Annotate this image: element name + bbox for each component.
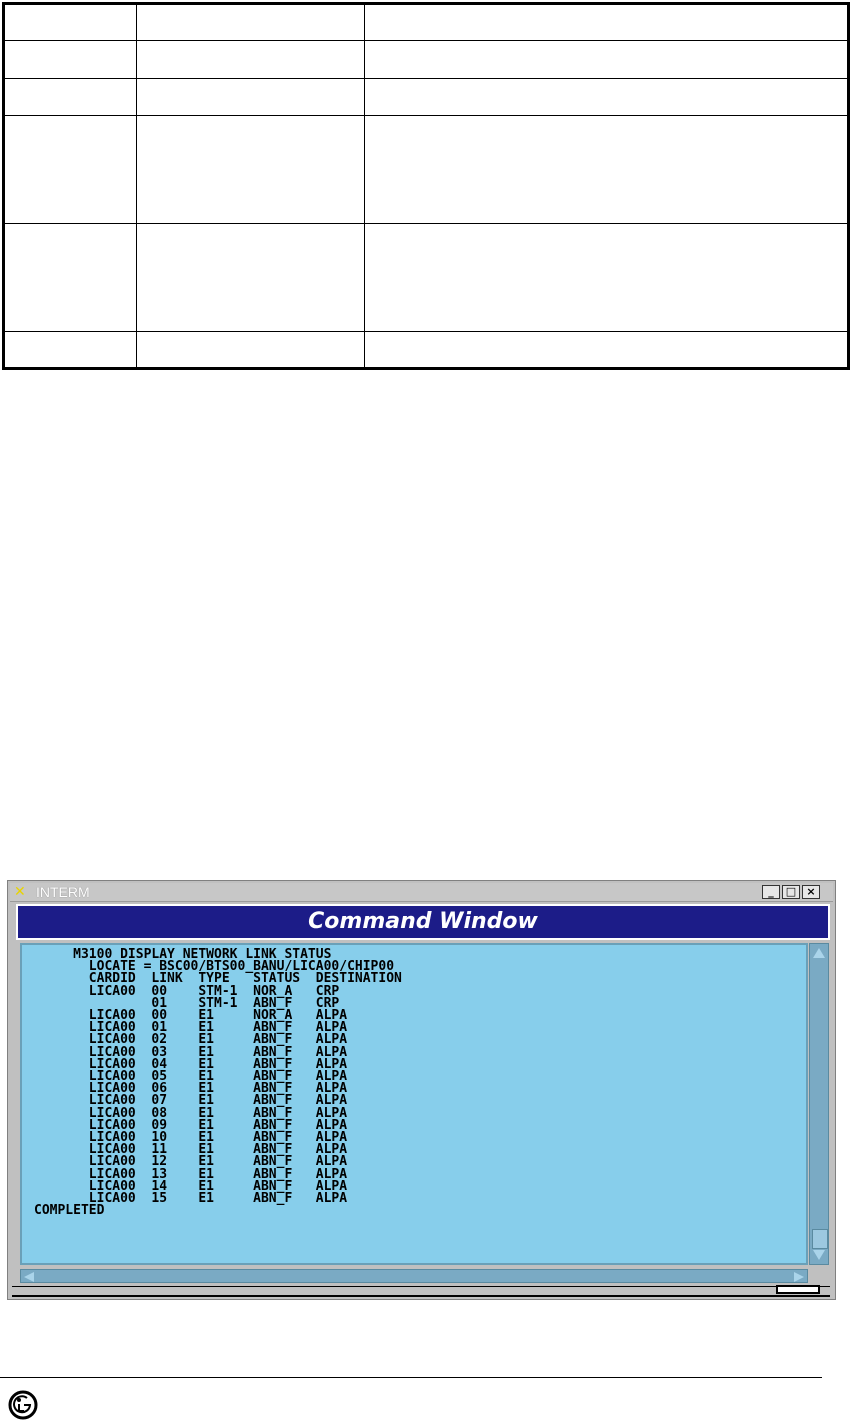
x-logo-icon: ✕ (14, 884, 26, 900)
window-title: INTERM (36, 884, 90, 900)
scroll-thumb[interactable] (812, 1229, 828, 1249)
command-window-header: Command Window (16, 904, 830, 940)
terminal-text: M3100 DISPLAY NETWORK LINK STATUS LOCATE = BSC00/BTS00_BANU/LICA00/CHIP00 CARDID LINK TYPE STATUS DESTINATION LICA00 00 STM-1 NOR_A CRP 01 STM-1 ABN_F CRP LICA00 00 E1 NOR_A ALPA LICA00 01 E1 ABN_F ALPA LICA00 02 E1 ABN_F ALPA LICA00 03 E1 ABN_F ALPA LICA00 04 E1 ABN_F ALPA LICA00 05 E1 ABN_F ALPA LICA00 06 E1 ABN_F ALPA LICA00 07 E1 ABN_F ALPA LICA00 08 E1 ABN_F ALPA LICA00 09 E1 ABN_F ALPA LICA00 10 E1 ABN_F ALPA LICA00 11 E1 ABN_F ALPA LICA00 12 E1 ABN_F ALPA LICA00 13 E1 ABN_F ALPA LICA00 14 E1 ABN_F ALPA LICA00 15 E1 ABN_F ALPA COMPLETED (34, 947, 402, 1219)
scroll-down-icon[interactable] (813, 1250, 825, 1260)
scroll-up-icon[interactable] (813, 948, 825, 958)
horizontal-scrollbar[interactable] (20, 1269, 808, 1283)
minimize-button[interactable]: _ (762, 885, 780, 899)
scroll-right-icon[interactable] (794, 1272, 804, 1282)
table-row (4, 4, 849, 41)
status-indicator (776, 1285, 820, 1294)
terminal-output[interactable] (20, 943, 808, 1265)
scroll-left-icon[interactable] (24, 1272, 34, 1282)
table-row (4, 332, 849, 369)
close-button[interactable]: × (802, 885, 820, 899)
window-titlebar[interactable] (10, 883, 833, 902)
table-row (4, 79, 849, 116)
vertical-scrollbar[interactable] (809, 943, 829, 1265)
maximize-button[interactable]: □ (782, 885, 800, 899)
footer-divider (0, 1377, 822, 1378)
status-bar (12, 1286, 830, 1297)
empty-table (2, 2, 850, 370)
table-row (4, 224, 849, 332)
table-row (4, 41, 849, 79)
lg-logo-icon (8, 1390, 38, 1420)
interm-window (7, 880, 836, 1300)
table-row (4, 116, 849, 224)
